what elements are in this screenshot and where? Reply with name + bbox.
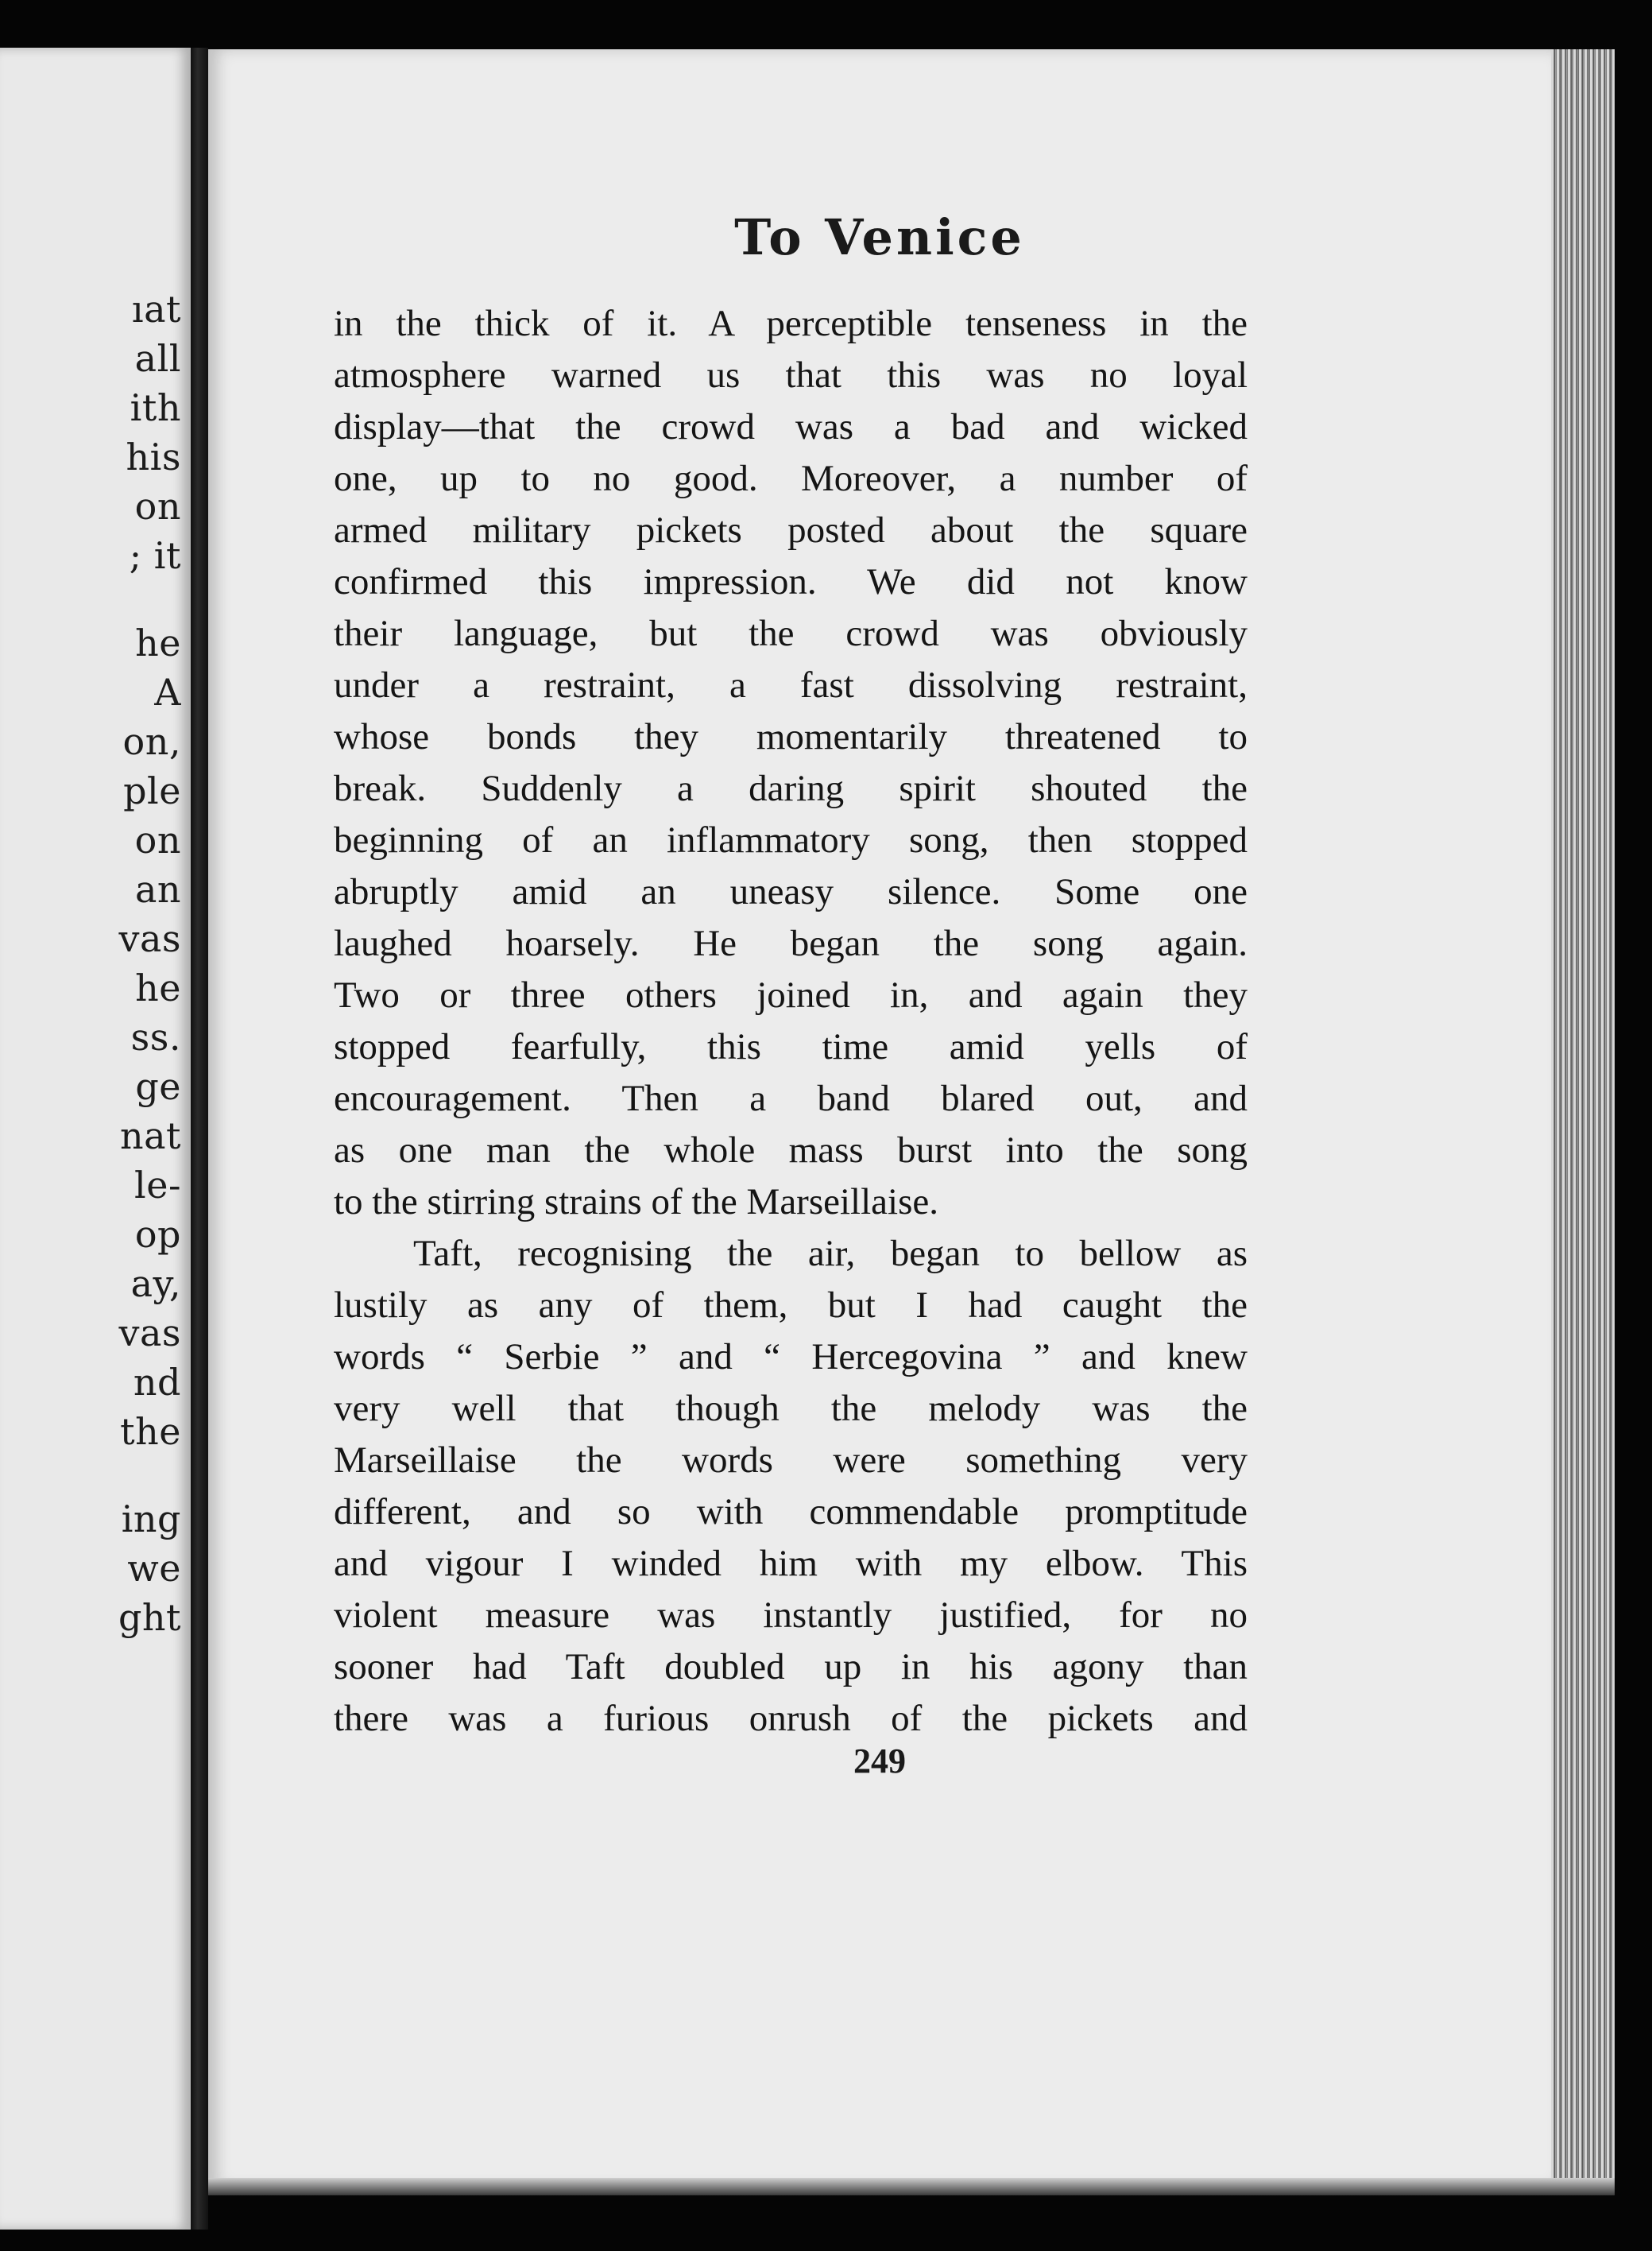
left-page-fragment: on bbox=[134, 485, 181, 528]
text-line: whose bonds they momentarily threatened to bbox=[334, 716, 1248, 757]
text-line: sooner had Taft doubled up in his agony than bbox=[334, 1646, 1248, 1687]
text-line: confirmed this impression. We did not know bbox=[334, 561, 1248, 602]
left-page-fragment: A bbox=[154, 671, 181, 714]
text-line: laughed hoarsely. He began the song again. bbox=[334, 923, 1248, 964]
left-page-fragment: ; it bbox=[129, 534, 181, 577]
left-page-fragment: ing bbox=[121, 1497, 181, 1540]
text-line: under a restraint, a fast dissolving restraint, bbox=[334, 664, 1248, 706]
text-line: and vigour I winded him with my elbow. This bbox=[334, 1543, 1248, 1584]
left-page-fragment: ay, bbox=[130, 1262, 181, 1305]
left-page-fragment: ıat bbox=[131, 288, 181, 331]
left-page-fragment: on bbox=[134, 819, 181, 862]
left-page-fragment: le- bbox=[134, 1164, 181, 1207]
text-line: stopped fearfully, this time amid yells of bbox=[334, 1026, 1248, 1067]
text-line: their language, but the crowd was obviously bbox=[334, 613, 1248, 654]
text-line: different, and so with commendable promptitude bbox=[334, 1491, 1248, 1532]
left-page-fragment: all bbox=[134, 337, 181, 380]
page-number: 249 bbox=[853, 1742, 906, 1780]
text-line: to the stirring strains of the Marseillaise. bbox=[334, 1181, 938, 1222]
text-line: Two or three others joined in, and again they bbox=[334, 974, 1248, 1016]
text-line: very well that though the melody was the bbox=[334, 1388, 1248, 1429]
text-line: break. Suddenly a daring spirit shouted the bbox=[334, 768, 1248, 809]
left-page-fragment: the bbox=[120, 1410, 181, 1453]
left-page-fragment: we bbox=[127, 1547, 181, 1590]
left-page-fragment: he bbox=[135, 967, 181, 1009]
left-page-fragment: vas bbox=[118, 917, 181, 960]
text-line: Taft, recognising the air, began to bellow as bbox=[413, 1233, 1248, 1274]
book-gutter bbox=[191, 48, 208, 2230]
text-line: abruptly amid an uneasy silence. Some one bbox=[334, 871, 1248, 912]
text-line: Marseillaise the words were something very bbox=[334, 1439, 1248, 1481]
text-line: in the thick of it. A perceptible tenseness in the bbox=[334, 303, 1248, 344]
left-page-fragment: nd bbox=[133, 1361, 181, 1404]
left-page-fragment: he bbox=[135, 622, 181, 664]
left-page-fragment: on, bbox=[122, 720, 181, 763]
left-facing-page bbox=[0, 48, 197, 2230]
text-line: lustily as any of them, but I had caught the bbox=[334, 1284, 1248, 1326]
text-line: as one man the whole mass burst into the song bbox=[334, 1129, 1248, 1171]
left-page-fragment: ss. bbox=[130, 1016, 181, 1059]
text-line: atmosphere warned us that this was no loyal bbox=[334, 355, 1248, 396]
left-page-fragment: vas bbox=[118, 1311, 181, 1354]
text-line: encouragement. Then a band blared out, and bbox=[334, 1078, 1248, 1119]
left-page-fragment: op bbox=[134, 1213, 181, 1256]
text-line: violent measure was instantly justified, for no bbox=[334, 1594, 1248, 1636]
running-head: To Venice bbox=[734, 208, 1025, 266]
left-page-fragment: ple bbox=[123, 769, 181, 812]
left-page-fragment: nat bbox=[119, 1114, 181, 1157]
text-line: words “ Serbie ” and “ Hercegovina ” and knew bbox=[334, 1336, 1248, 1377]
bottom-page-edge bbox=[208, 2178, 1615, 2195]
text-line: there was a furious onrush of the pickets and bbox=[334, 1698, 1248, 1739]
left-page-fragment: ge bbox=[135, 1065, 181, 1108]
left-page-fragment: an bbox=[134, 868, 181, 911]
page-edges bbox=[1551, 49, 1615, 2187]
body-text bbox=[334, 298, 1248, 1745]
text-line: armed military pickets posted about the square bbox=[334, 509, 1248, 551]
left-page-fragment: his bbox=[126, 436, 181, 478]
text-line: one, up to no good. Moreover, a number of bbox=[334, 458, 1248, 499]
text-line: display—that the crowd was a bad and wicked bbox=[334, 406, 1248, 447]
left-page-fragment: ith bbox=[130, 386, 181, 429]
left-page-fragment: ght bbox=[118, 1596, 181, 1639]
text-line: beginning of an inflammatory song, then stopped bbox=[334, 819, 1248, 861]
